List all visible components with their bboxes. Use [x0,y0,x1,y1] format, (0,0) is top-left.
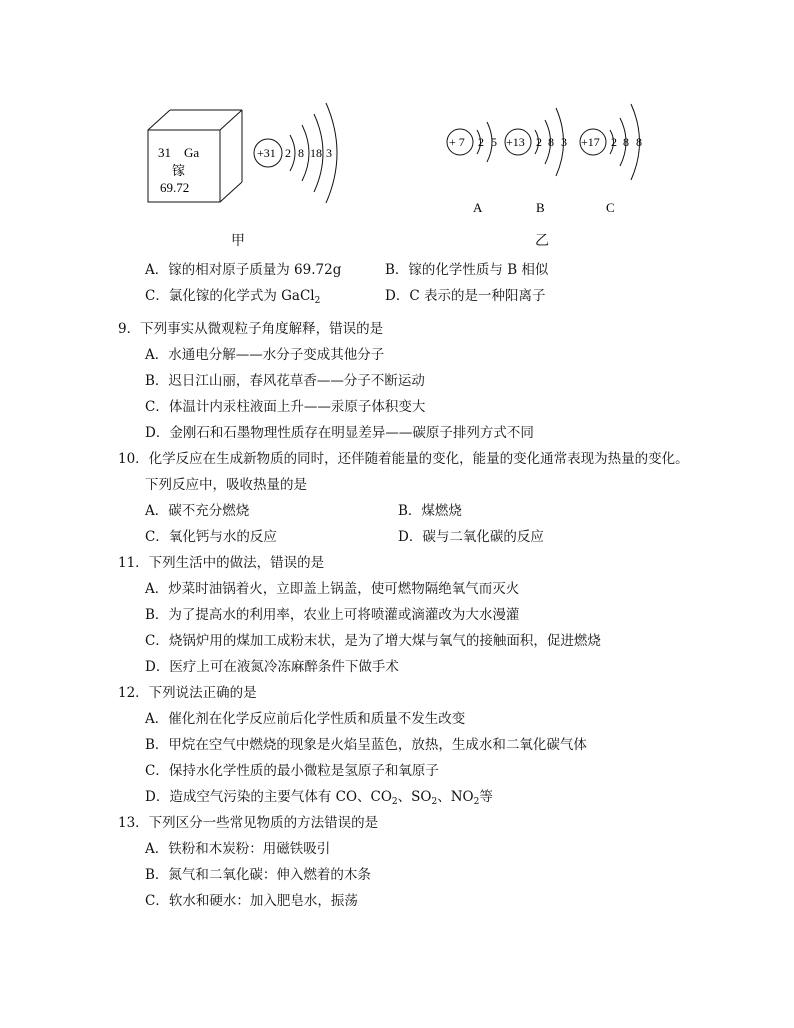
shell-electrons-4: 3 [326,146,332,160]
svg-text:3: 3 [561,135,567,149]
atom-a [447,122,497,215]
figure-yi [440,92,660,222]
svg-text:+13: +13 [506,135,525,149]
q13-option-a: A．铁粉和木炭粉：用磁铁吸引 [145,841,331,857]
q9-option-d: D．金刚石和石墨物理性质存在明显差异——碳原子排列方式不同 [145,425,534,441]
q10-stem-2: 下列反应中，吸收热量的是 [145,477,307,493]
q12-option-c: C．保持水化学性质的最小微粒是氢原子和氧原子 [145,763,439,779]
q11-option-a: A．炒菜时油锅着火，立即盖上锅盖，使可燃物隔绝氧气而灭火 [145,581,520,597]
shell-electrons-2: 8 [298,146,304,160]
atom-label-a: A [473,200,483,215]
shell-electrons-3: 18 [310,146,322,160]
q8-option-d: D．C 表示的是一种阳离子 [385,288,546,304]
svg-text:2: 2 [611,135,617,149]
q9-stem: 9．下列事实从微观粒子角度解释，错误的是 [118,321,384,337]
shell-electrons-1: 2 [285,146,291,160]
q8-option-a: A．镓的相对原子质量为 69.72g [145,262,342,278]
q11-option-d: D．医疗上可在液氮冷冻麻醉条件下做手术 [145,659,399,675]
svg-text:8: 8 [636,135,642,149]
figure-caption-yi: 乙 [535,233,549,249]
q12-option-a: A．催化剂在化学反应前后化学性质和质量不发生改变 [145,711,466,727]
svg-text:+17: +17 [581,135,600,149]
svg-text:+ 7: + 7 [449,135,465,149]
q13-option-c: C．软水和硬水：加入肥皂水，振荡 [145,893,358,909]
q9-option-b: B．迟日江山丽，春风花草香——分子不断运动 [145,373,425,389]
svg-text:8: 8 [623,135,629,149]
q9-option-a: A．水通电分解——水分子变成其他分子 [145,347,385,363]
svg-text:5: 5 [491,135,497,149]
q9-option-c: C．体温计内汞柱液面上升——汞原子体积变大 [145,399,426,415]
element-mass: 69.72 [160,180,190,195]
q10-option-a: A．碳不充分燃烧 [145,503,250,519]
q13-stem: 13．下列区分一些常见物质的方法错误的是 [118,815,379,831]
atom-c [580,104,642,215]
figure-caption-jia: 甲 [231,233,245,249]
q12-option-d: D．造成空气污染的主要气体有 CO、$CO_2$、$SO_2$、$NO_2$等 [145,789,493,807]
element-number: 31 [158,145,171,160]
svg-text:8: 8 [548,135,554,149]
q10-stem: 10．化学反应在生成新物质的同时，还伴随着能量的变化，能量的变化通常表现为热量的变化。 [118,451,689,467]
atom-b [505,108,567,215]
q13-option-b: B．氮气和二氧化碳：伸入燃着的木条 [145,867,371,883]
q8-option-c: C．氯化镓的化学式为 GaCl$_2$ [145,288,321,306]
q8-option-b: B．镓的化学性质与 B 相似 [385,262,549,278]
q10-option-b: B．煤燃烧 [398,503,462,519]
atom-label-b: B [536,200,545,215]
element-name: 镓 [172,163,186,178]
svg-text:2: 2 [478,135,484,149]
nucleus-charge: +31 [257,146,276,160]
atom-label-c: C [606,200,615,215]
q12-stem: 12．下列说法正确的是 [118,685,257,701]
q12-option-b: B．甲烷在空气中燃烧的现象是火焰呈蓝色，放热，生成水和二氧化碳气体 [145,737,587,753]
q11-stem: 11．下列生活中的做法，错误的是 [118,555,325,571]
q10-option-c: C．氧化钙与水的反应 [145,529,277,545]
element-symbol: Ga [184,145,200,160]
q11-option-b: B．为了提高水的利用率，农业上可将喷灌或滴灌改为大水漫灌 [145,607,520,623]
figure-jia [140,90,355,215]
svg-text:2: 2 [536,135,542,149]
q11-option-c: C．烧锅炉用的煤加工成粉末状，是为了增大煤与氧气的接触面积，促进燃烧 [145,633,601,649]
q10-option-d: D．碳与二氧化碳的反应 [398,529,544,545]
